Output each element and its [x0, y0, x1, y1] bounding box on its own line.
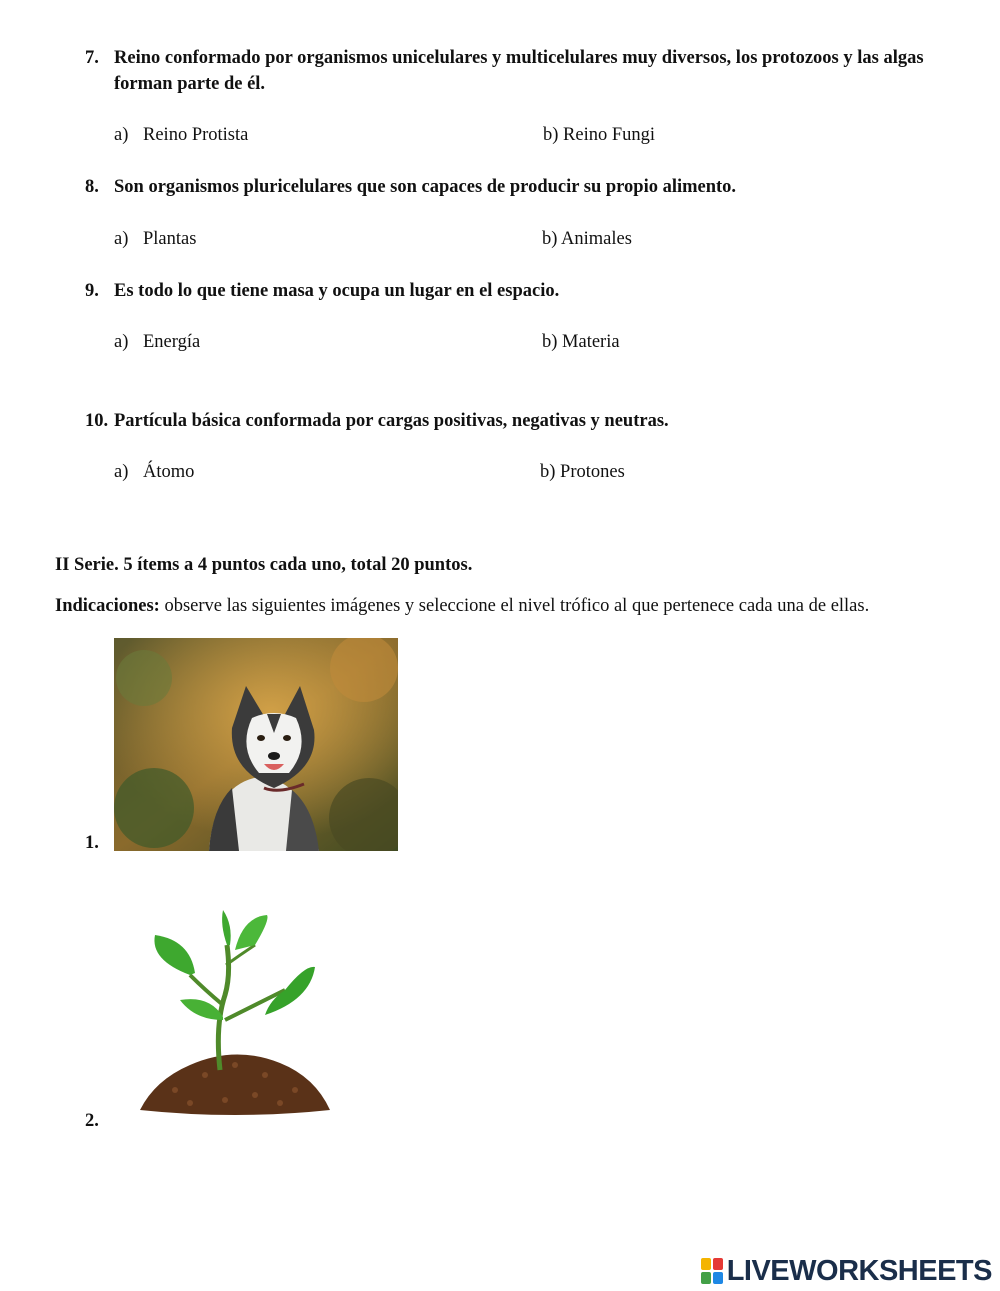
husky-dog-image: [114, 638, 398, 851]
question-number: 10.: [85, 411, 109, 431]
option-a[interactable]: Reino Protista: [143, 125, 249, 145]
option-a[interactable]: Plantas: [143, 229, 197, 249]
liveworksheets-logo: [701, 1254, 992, 1288]
question-number: 7.: [85, 48, 99, 68]
question-text: Partícula básica conformada por cargas positivas, negativas y neutras.: [114, 411, 669, 431]
option-b[interactable]: b) Materia: [542, 332, 620, 352]
option-b[interactable]: b) Reino Fungi: [543, 125, 656, 145]
plant-sprout-illustration: [135, 905, 335, 1125]
question-number: 9.: [85, 281, 99, 301]
option-b[interactable]: b) Protones: [540, 462, 625, 482]
image-number-2: 2.: [85, 1111, 99, 1131]
plant-sprout-image: [135, 905, 335, 1125]
option-b[interactable]: b) Animales: [542, 229, 632, 249]
question-text: Reino conformado por organismos unicelulares y multicelulares muy diversos, los protozoos y las algas forman parte de él.: [114, 48, 924, 94]
liveworksheets-logo-icon: [701, 1258, 723, 1284]
husky-dog-illustration: [114, 638, 398, 851]
option-a-letter: a): [114, 229, 129, 249]
indications: [55, 596, 869, 617]
image-number-1: 1.: [85, 833, 99, 853]
option-a-letter: a): [114, 462, 129, 482]
option-a[interactable]: Átomo: [143, 462, 195, 482]
question-text: Son organismos pluricelulares que son capaces de producir su propio alimento.: [114, 177, 737, 197]
question-text: Es todo lo que tiene masa y ocupa un lugar en el espacio.: [114, 281, 560, 301]
option-a[interactable]: Energía: [143, 332, 201, 352]
question-number: 8.: [85, 177, 99, 197]
indications-text: observe las siguientes imágenes y seleccione el nivel trófico al que pertenece cada una de ellas.: [159, 596, 870, 616]
indications-label: Indicaciones:: [55, 596, 160, 616]
brand-name: LIVEWORKSHEETS: [726, 1254, 992, 1287]
section-title: II Serie. 5 ítems a 4 puntos cada uno, total 20 puntos.: [55, 555, 473, 575]
option-a-letter: a): [114, 332, 129, 352]
option-a-letter: a): [114, 125, 129, 145]
